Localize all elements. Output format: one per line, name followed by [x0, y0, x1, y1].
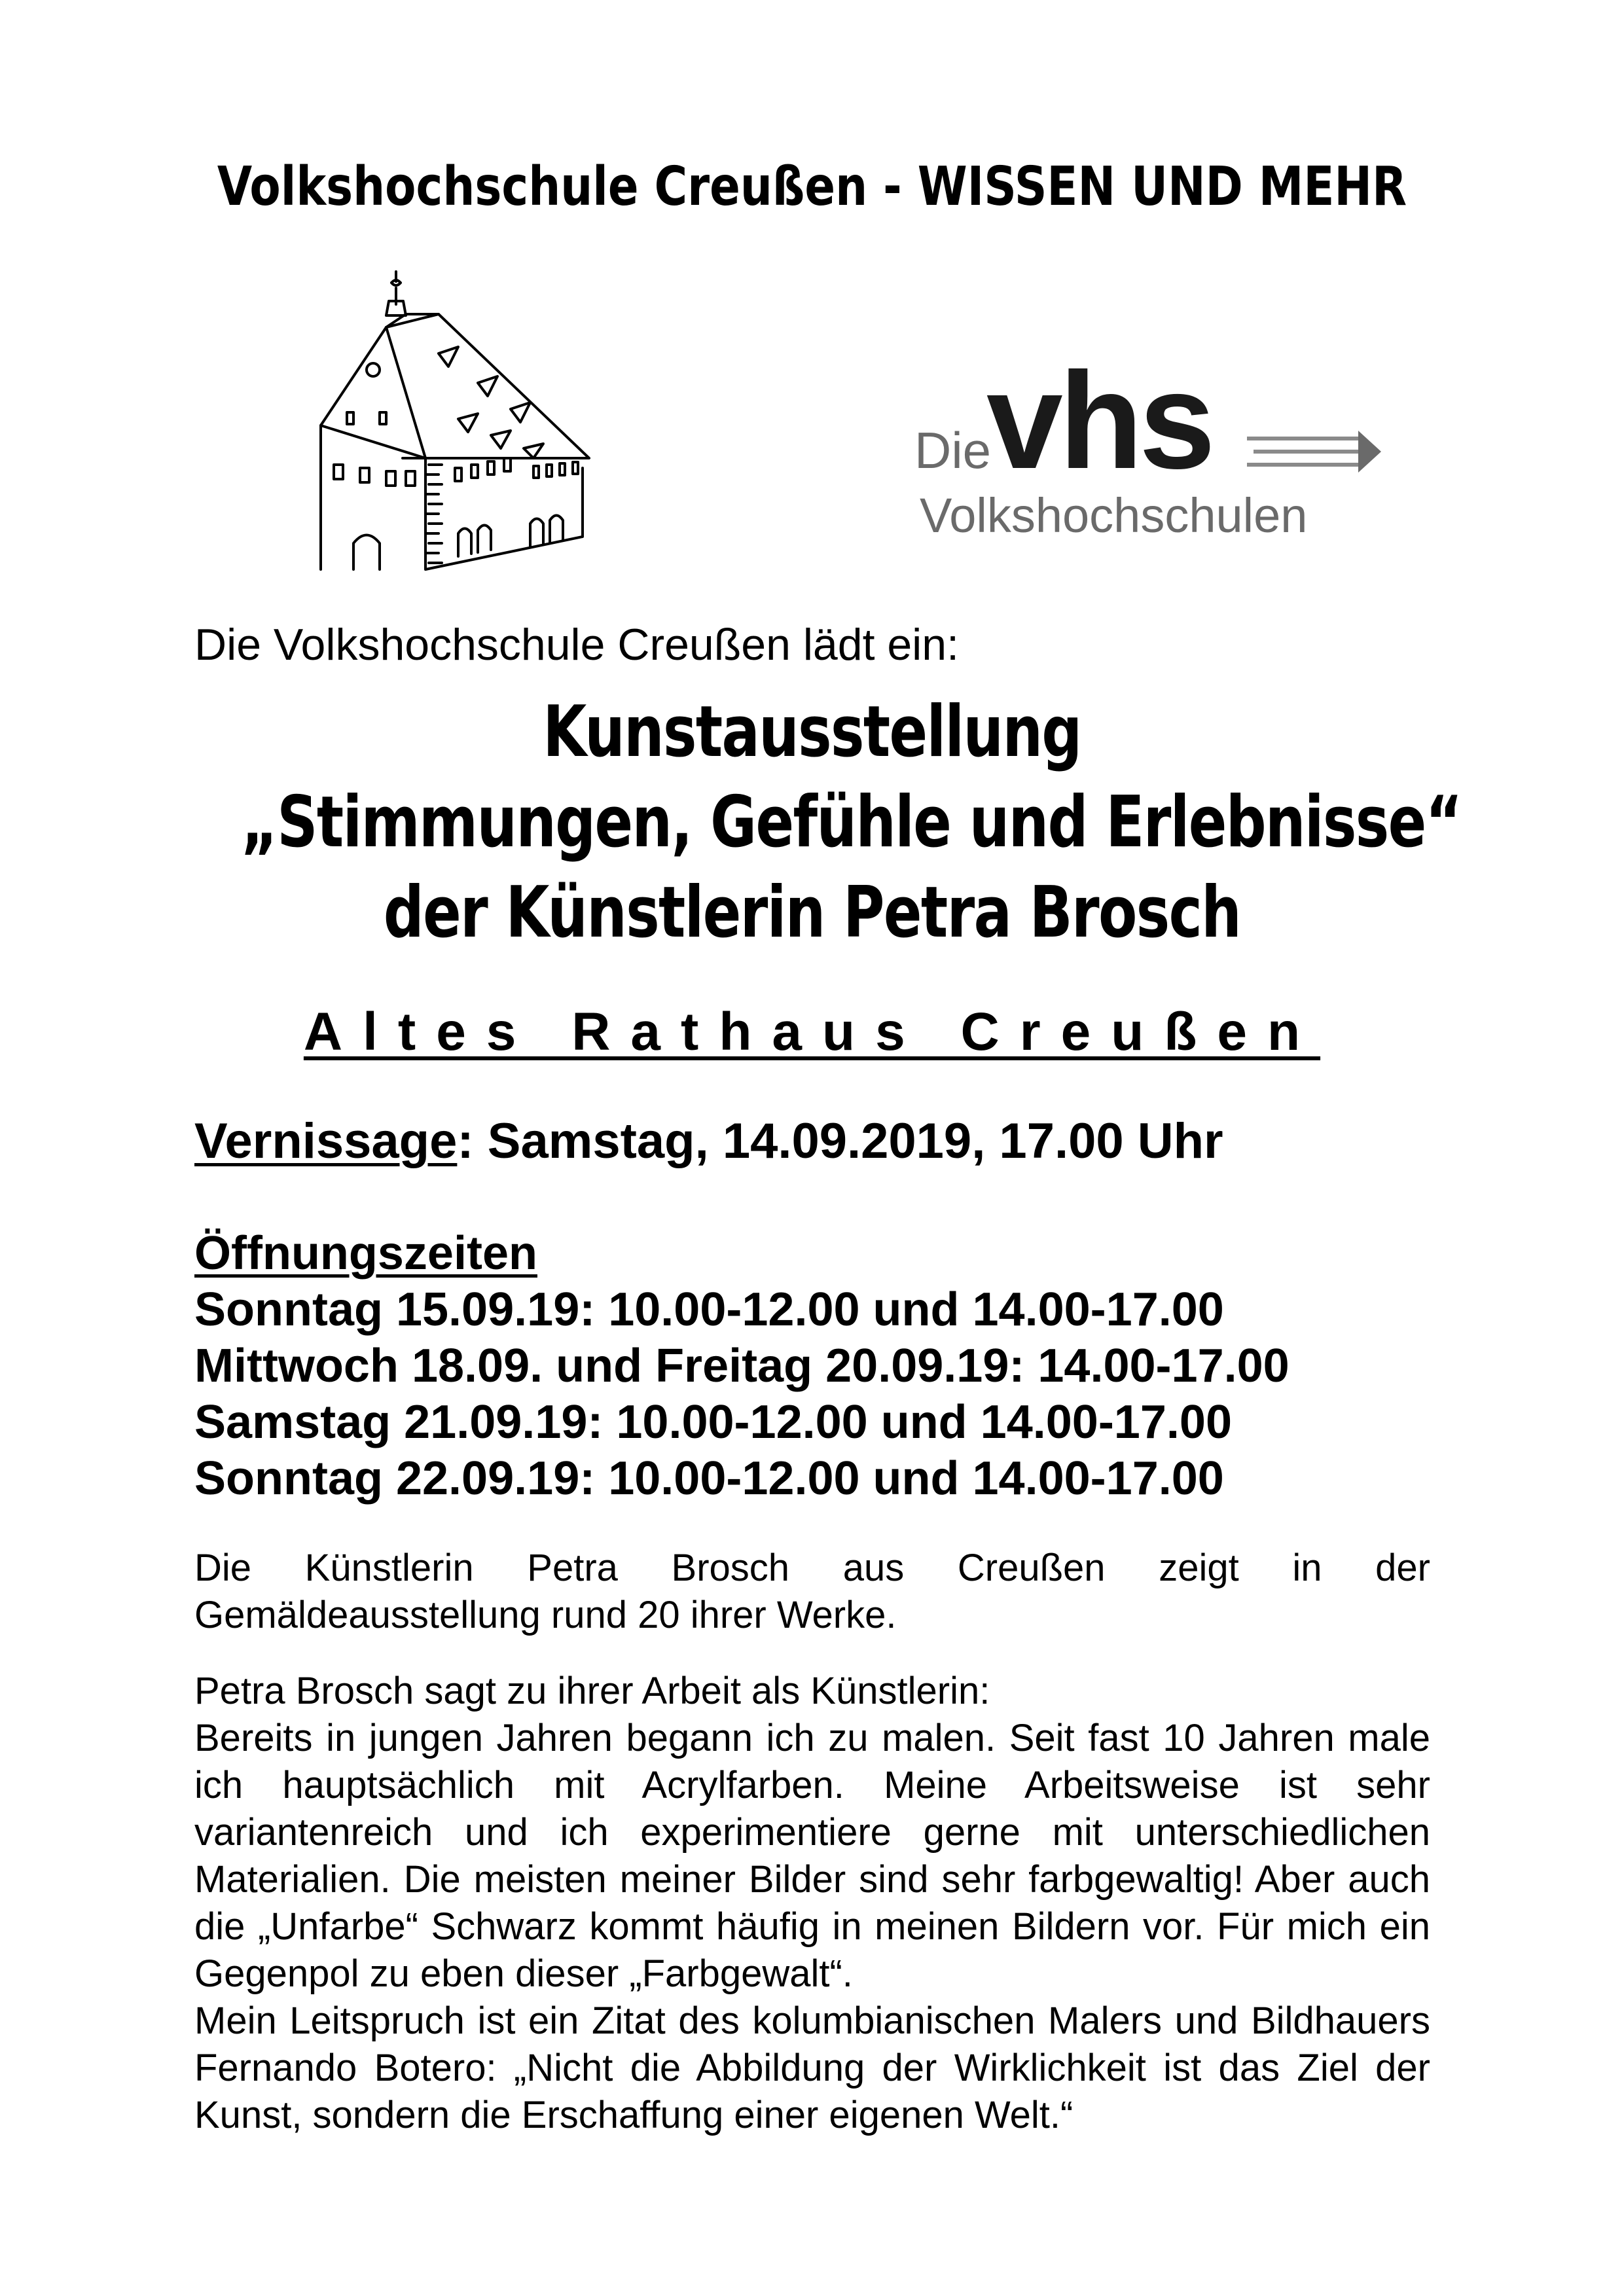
opening-hours-line: Sonntag 22.09.19: 10.00-12.00 und 14.00-17.00: [194, 1452, 1224, 1505]
exhibition-title: [98, 687, 1526, 958]
location-text: Altes Rathaus Creußen: [303, 1002, 1321, 1062]
arrows-icon: [1247, 431, 1381, 473]
artist-statement: [194, 1668, 1430, 2139]
artist-statement-intro: Petra Brosch sagt zu ihrer Arbeit als Künstlerin:: [194, 1670, 990, 1712]
town-hall-logo: [308, 268, 602, 576]
vhs-logo: [913, 347, 1384, 543]
vernissage-value: : Samstag, 14.09.2019, 17.00 Uhr: [457, 1113, 1223, 1169]
vernissage-label: Vernissage: [194, 1113, 458, 1169]
location: [98, 1001, 1526, 1063]
title-line-2: „Stimmungen, Gefühle und Erlebnisse“: [241, 781, 1462, 863]
opening-hours: [194, 1225, 1290, 1507]
vhs-logo-prefix: Die: [914, 422, 992, 479]
artist-statement-body: Bereits in jungen Jahren begann ich zu malen. Seit fast 10 Jahren male ich hauptsächlich mit Acrylfarben. Meine Arbeitsweise ist sehr variantenreich und ich experimentiere gerne mit unterschiedlichen Materialien. Die meisten meiner Bilder sind sehr farbgewaltig! Aber auch die „Unfarbe“ Schwarz kommt häufig in meinen Bildern vor. Für mich ein Gegenpol zu eben dieser „Farbgewalt“.: [194, 1717, 1430, 1995]
artist-intro-paragraph: Die Künstlerin Petra Brosch aus Creußen zeigt in der Gemäldeausstellung rund 20 ihrer Werke.: [194, 1547, 1430, 1636]
opening-hours-line: Samstag 21.09.19: 10.00-12.00 und 14.00-17.00: [194, 1396, 1232, 1448]
opening-hours-line: Mittwoch 18.09. und Freitag 20.09.19: 14.00-17.00: [194, 1340, 1290, 1392]
artist-statement-quote: Mein Leitspruch ist ein Zitat des kolumbianischen Malers und Bildhauers Fernando Botero: „Nicht die Abbildung der Wirklichkeit ist das Ziel der Kunst, sondern die Erschaffung einer eigenen Welt.“: [194, 2000, 1430, 2136]
opening-hours-line: Sonntag 15.09.19: 10.00-12.00 und 14.00-17.00: [194, 1283, 1224, 1336]
title-line-1: Kunstausstellung: [543, 691, 1081, 773]
vernissage: [194, 1113, 1223, 1170]
header-title: Volkshochschule Creußen - WISSEN UND MEHR: [217, 156, 1407, 218]
vhs-logo-subtitle: Volkshochschulen: [920, 488, 1308, 543]
invitation-line: Die Volkshochschule Creußen lädt ein:: [194, 620, 959, 670]
vhs-logo-main: vhs: [986, 347, 1212, 497]
opening-hours-heading: Öffnungszeiten: [194, 1227, 537, 1280]
title-line-3: der Künstlerin Petra Brosch: [383, 872, 1241, 954]
